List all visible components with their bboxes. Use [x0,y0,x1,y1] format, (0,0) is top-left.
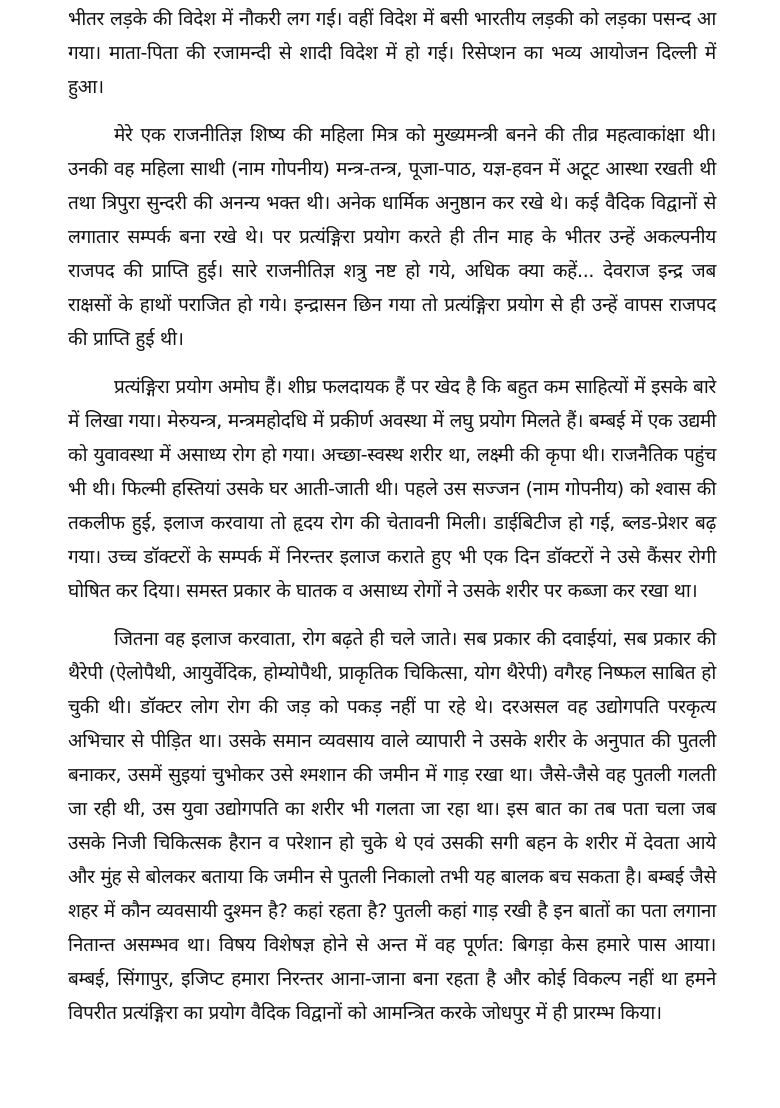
paragraph-gap [68,104,716,118]
paragraph-3: प्रत्यंङ्गिरा प्रयोग अमोघ हैं। शीघ्र फलदायक हैं पर खेद है कि बहुत कम साहित्यों में इसके बारे में लिखा गया। मेरुयन्त्र, मन्त्रमहोदधि में प्रकीर्ण अवस्था में लघु प्रयोग मिलते हैं। बम्बई में एक उद्यमी को युवावस्था में असाध्य रोग हो गया। अच्छा-स्वस्थ शरीर था, लक्ष्मी की कृपा थी। राजनैतिक पहुंच भी थी। फिल्मी हस्तियां उसके घर आती-जाती थी। पहले उस सज्जन (नाम गोपनीय) को श्वास की तकलीफ हुई, इलाज करवाया तो हृदय रोग की चेतावनी मिली। डाईबिटीज हो गई, ब्लड-प्रेशर बढ़ गया। उच्च डॉक्टरों के सम्पर्क में निरन्तर इलाज कराते हुए भी एक दिन डॉक्टरों ने उसे कैंसर रोगी घोषित कर दिया। समस्त प्रकार के घातक व असाध्य रोगों ने उसके शरीर पर कब्जा कर रखा था। [68,376,716,602]
paragraph-1: भीतर लड़के की विदेश में नौकरी लग गई। वहीं विदेश में बसी भारतीय लड़की को लड़का पसन्द आ गया। माता-पिता की रजामन्दी से शादी विदेश में हो गई। रिसेप्शन का भव्य आयोजन दिल्ली में हुआ। [68,8,716,98]
paragraph-gap [68,608,716,622]
paragraph-2: मेरे एक राजनीतिज्ञ शिष्य की महिला मित्र को मुख्यमन्त्री बनने की तीव्र महत्वाकांक्षा थी। उनकी वह महिला साथी (नाम गोपनीय) मन्त्र-तन्त्र, पूजा-पाठ, यज्ञ-हवन में अटूट आस्था रखती थी तथा त्रिपुरा सुन्दरी की अनन्य भक्त थी। अनेक धार्मिक अनुष्ठान कर रखे थे। कई वैदिक विद्वानों से लगातार सम्पर्क बना रखे थे। पर प्रत्यंङ्गिरा प्रयोग करते ही तीन माह के भीतर उन्हें अकल्पनीय राजपद की प्राप्ति हुई। सारे राजनीतिज्ञ शत्रु नष्ट हो गये, अधिक क्या कहें... देवराज इन्द्र जब राक्षसों के हाथों पराजित हो गये। इन्द्रासन छिन गया तो प्रत्यंङ्गिरा प्रयोग से ही उन्हें वापस राजपद की प्राप्ति हुई थी। [68,124,716,350]
paragraph-4: जितना वह इलाज करवाता, रोग बढ़ते ही चले जाते। सब प्रकार की दवाईयां, सब प्रकार की थैरेपी (ऐलोपैथी, आयुर्वेदिक, होम्योपैथी, प्राकृतिक चिकित्सा, योग थैरेपी) वगैरह निष्फल साबित हो चुकी थी। डॉक्टर लोग रोग की जड़ को पकड़ नहीं पा रहे थे। दरअसल वह उद्योगपति परकृत्य अभिचार से पीड़ित था। उसके समान व्यवसाय वाले व्यापारी ने उसके शरीर के अनुपात की पुतली बनाकर, उसमें सुइयां चुभोकर उसे श्मशान की जमीन में गाड़ रखा था। जैसे-जैसे वह पुतली गलती जा रही थी, उस युवा उद्योगपति का शरीर भी गलता जा रहा था। इस बात का तब पता चला जब उसके निजी चिकित्सक हैरान व परेशान हो चुके थे एवं उसकी सगी बहन के शरीर में देवता आये और मुंह से बोलकर बताया कि जमीन से पुतली निकालो तभी यह बालक बच सकता है। बम्बई जैसे शहर में कौन व्यवसायी दुश्मन है? कहां रहता है? पुतली कहां गाड़ रखी है इन बातों का पता लगाना नितान्त असम्भव था। विषय विशेषज्ञ होने से अन्त में वह पूर्णत: बिगड़ा केस हमारे पास आया। बम्बई, सिंगापुर, इजिप्ट हमारा निरन्तर आना-जाना बना रहता है और कोई विकल्प नहीं था हमने विपरीत प्रत्यंङ्गिरा का प्रयोग वैदिक विद्वानों को आमन्त्रित करके जोधपुर में ही प्रारम्भ किया। [68,628,716,1024]
paragraph-gap [68,356,716,370]
